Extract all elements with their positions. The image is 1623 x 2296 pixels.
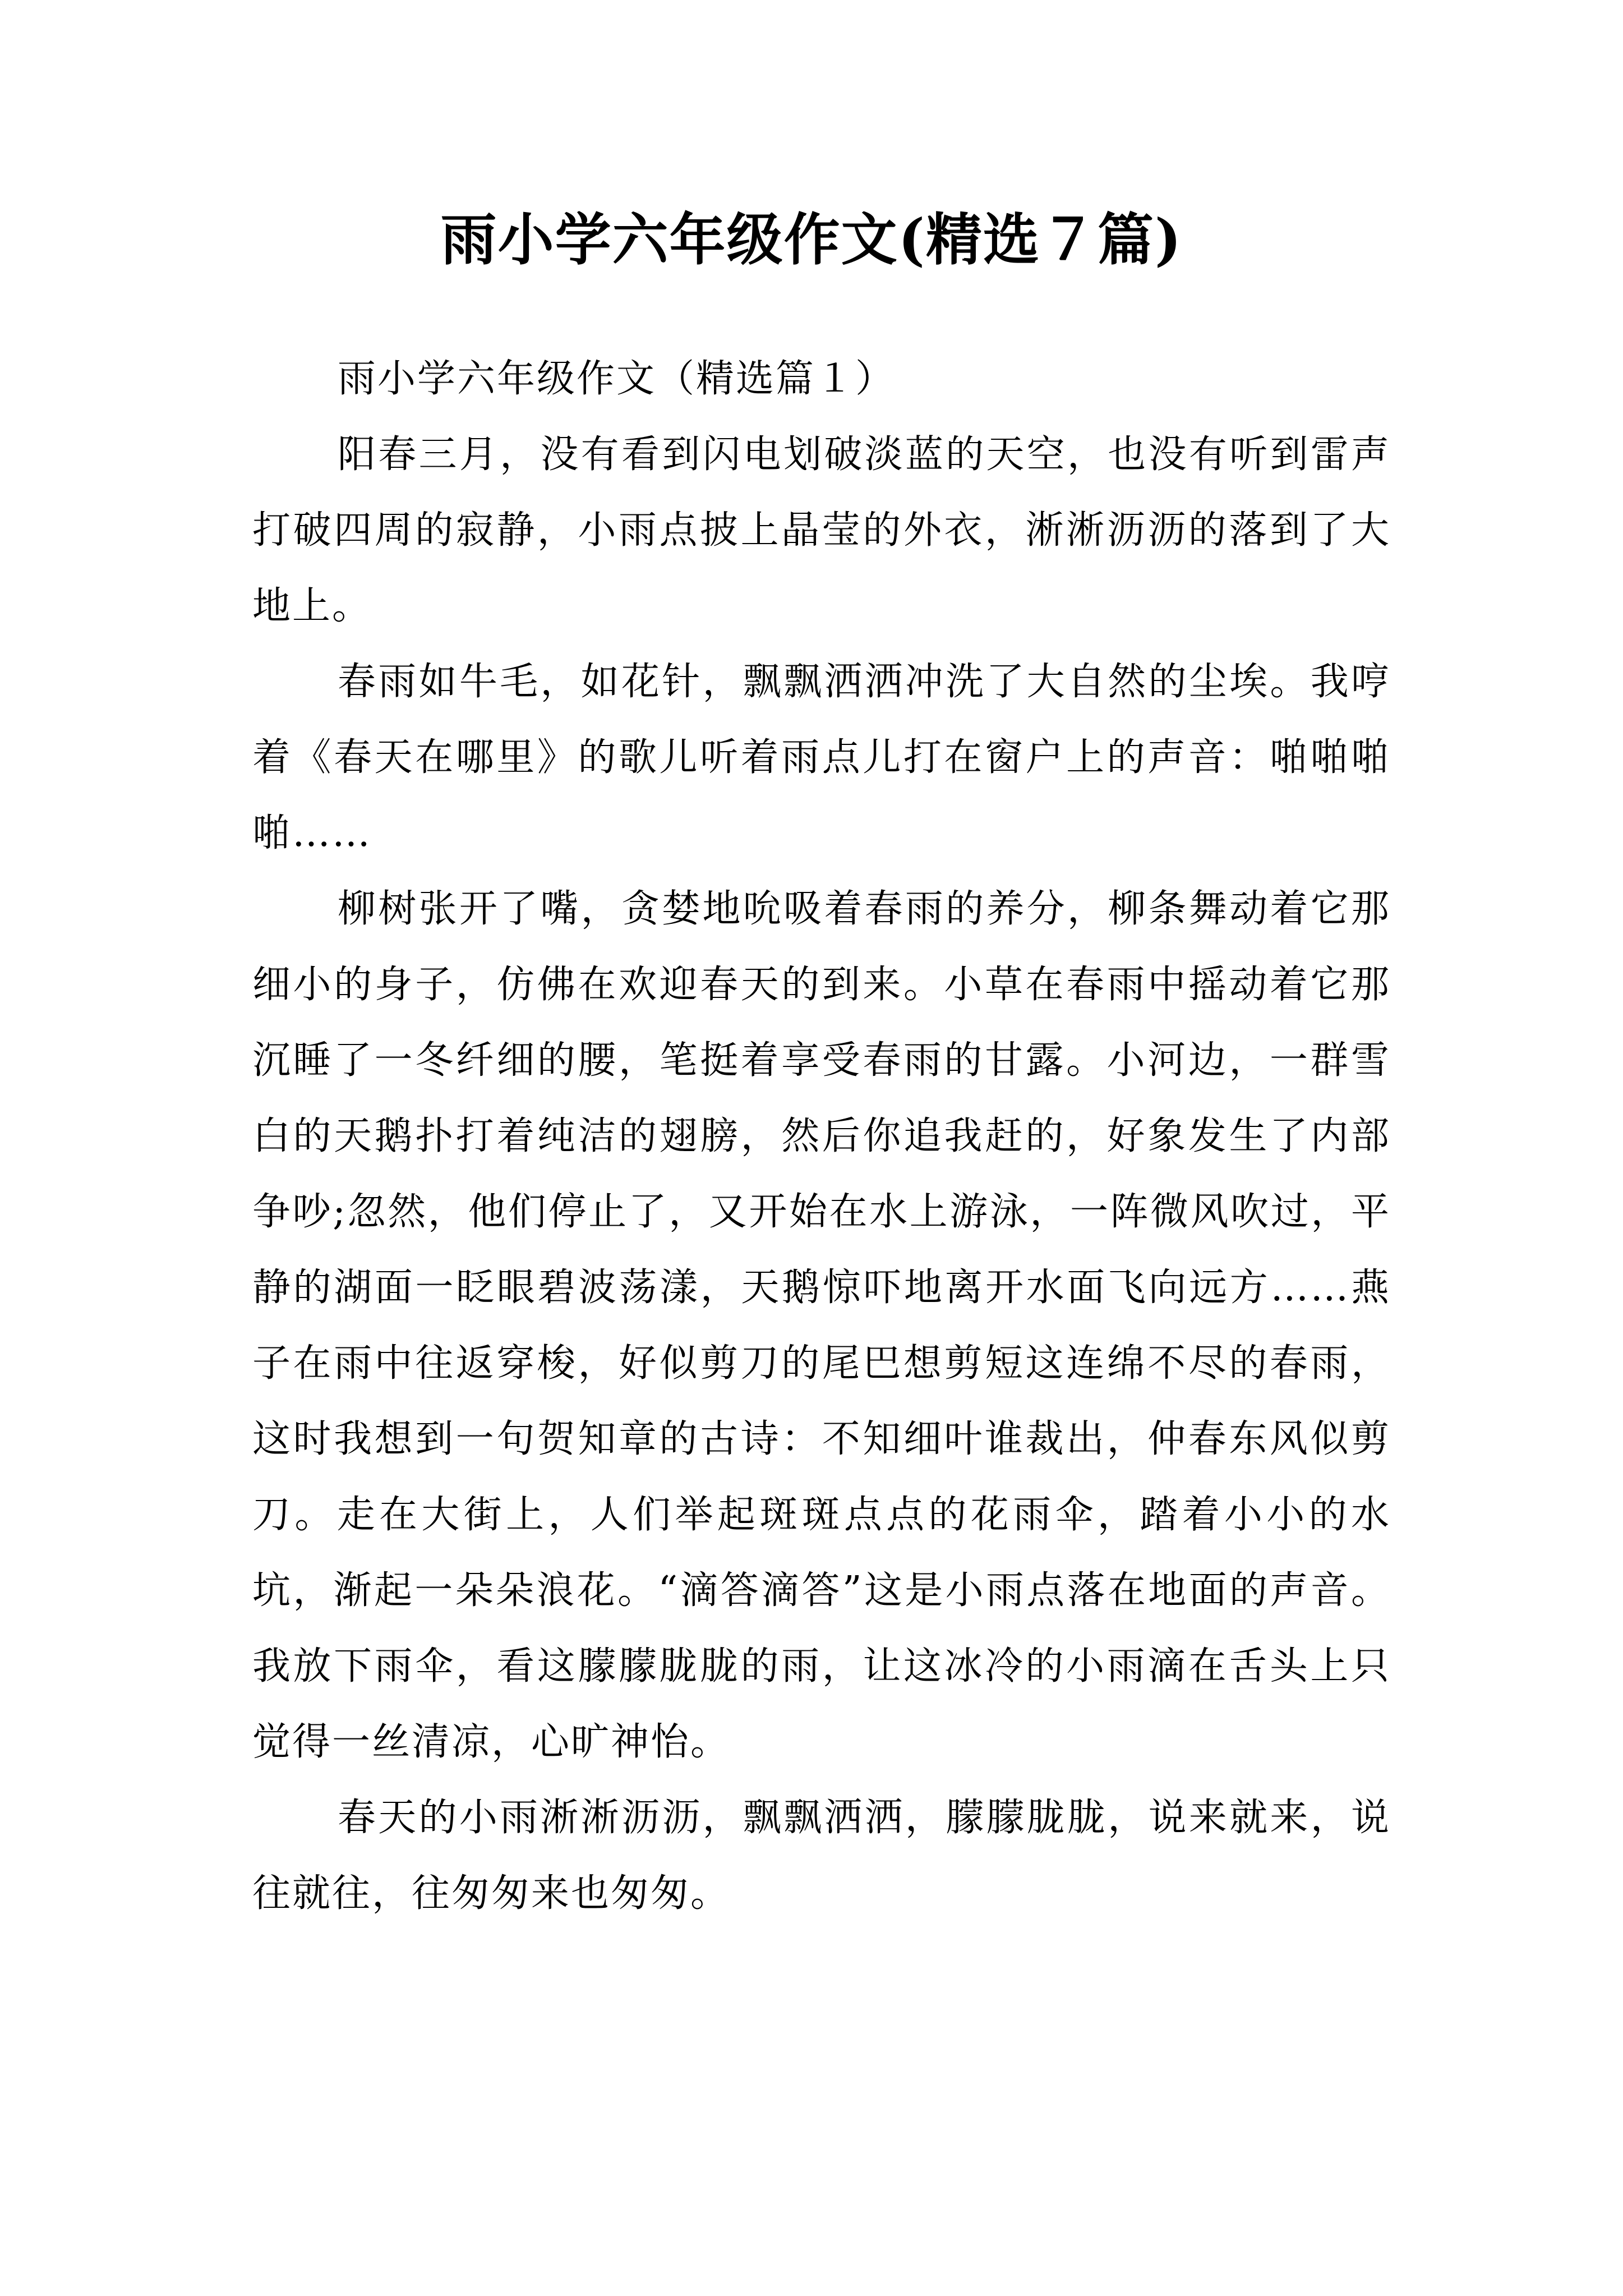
- document-body: [252, 341, 1391, 1931]
- document-title: 雨小学六年级作文(精选７篇): [440, 206, 1183, 273]
- paragraph: 柳树张开了嘴，贪婪地吮吸着春雨的养分，柳条舞动着它那细小的身子，仿佛在欢迎春天的到来。小草在春雨中摇动着它那沉睡了一冬纤细的腰，笔挺着享受春雨的甘露。小河边，一群雪白的天鹅扑打着纯洁的翅膀，然后你追我赶的，好象发生了内部争吵;忽然，他们停止了，又开始在水上游泳，一阵微风吹过，平静的湖面一眨眼碧波荡漾，天鹅惊吓地离开水面飞向远方……燕子在雨中往返穿梭，好似剪刀的尾巴想剪短这连绵不尽的春雨，这时我想到一句贺知章的古诗：不知细叶谁裁出，仲春东风似剪刀。走在大街上，人们举起斑斑点点的花雨伞，踏着小小的水坑，渐起一朵朵浪花。“滴答滴答”这是小雨点落在地面的声音。我放下雨伞，看这朦朦胧胧的雨，让这冰冷的小雨滴在舌头上只觉得一丝清凉，心旷神怡。: [252, 887, 1391, 1764]
- paragraph: 阳春三月，没有看到闪电划破淡蓝的天空，也没有听到雷声打破四周的寂静，小雨点披上晶莹的外衣，淅淅沥沥的落到了大地上。: [252, 432, 1391, 628]
- essay-heading: 雨小学六年级作文（精选篇１）: [338, 357, 896, 401]
- paragraph: 春天的小雨淅淅沥沥，飘飘洒洒，朦朦胧胧，说来就来，说往就往，往匆匆来也匆匆。: [252, 1796, 1391, 1916]
- paragraph: 春雨如牛毛，如花针，飘飘洒洒冲洗了大自然的尘埃。我哼着《春天在哪里》的歌儿听着雨点儿打在窗户上的声音：啪啪啪啪……: [252, 660, 1391, 855]
